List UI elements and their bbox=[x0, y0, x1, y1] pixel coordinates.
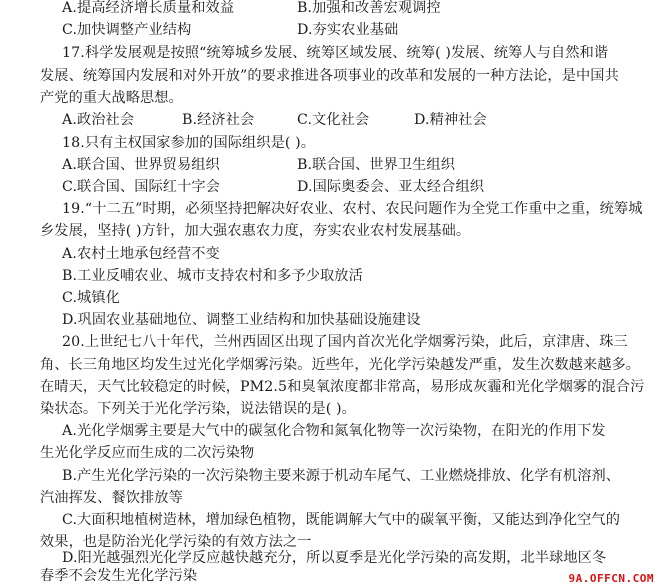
q19-stem-line1: 19.“十二五”时期，必须坚持把解决好农业、农村、农民问题作为全党工作重中之重，统筹城 bbox=[62, 201, 643, 217]
q17-stem-line1: 17.科学发展观是按照“统筹城乡发展、统筹区域发展、统筹( )发展、统筹人与自然和谐 bbox=[62, 45, 609, 61]
q20-option-c-line2: 效果，也是防治光化学污染的有效方法之一 bbox=[40, 534, 312, 550]
q20-stem-line4: 染状态。下列关于光化学污染，说法错误的是( )。 bbox=[40, 401, 356, 417]
q17-stem-line2: 发展、统筹国内发展和对外开放”的要求推进各项事业的改革和发展的一种方法论，是中国共 bbox=[40, 68, 619, 84]
q18-option-b: B.联合国、世界卫生组织 bbox=[297, 157, 456, 173]
q18-option-a: A.联合国、世界贸易组织 bbox=[62, 157, 220, 173]
q19-option-d: D.巩固农业基础地位、调整工业结构和加快基础设施建设 bbox=[62, 312, 421, 328]
q20-stem-line3: 在晴天，天气比较稳定的时候，PM2.5和臭氧浓度都非常高，易形成灰霾和光化学烟雾的混合污 bbox=[40, 379, 645, 395]
q17-option-a: A.政治社会 bbox=[62, 112, 135, 128]
site-watermark: 9A.OFFCN.COM bbox=[568, 572, 654, 585]
q19-option-a: A.农村土地承包经营不变 bbox=[62, 246, 220, 262]
q17-option-c: C.文化社会 bbox=[297, 112, 370, 128]
q19-option-c: C.城镇化 bbox=[62, 290, 120, 306]
q16-option-b: B.加强和改善宏观调控 bbox=[297, 0, 441, 16]
q18-option-c: C.联合国、国际红十字会 bbox=[62, 179, 220, 195]
q20-option-b-line2: 汽油挥发、餐饮排放等 bbox=[40, 490, 183, 506]
q17-option-b: B.经济社会 bbox=[182, 112, 255, 128]
q20-stem-line2: 角、长三角地区均发生过光化学烟雾污染。近些年，光化学污染越发严重，发生次数越来越多。 bbox=[40, 357, 641, 373]
q18-option-d: D.国际奥委会、亚太经合组织 bbox=[297, 179, 485, 195]
q19-stem-line2: 乡发展，坚持( )方针，加大强农惠农力度，夯实农业农村发展基础。 bbox=[40, 223, 471, 239]
q16-option-d: D.夯实农业基础 bbox=[297, 22, 399, 38]
q20-option-a-line1: A.光化学烟雾主要是大气中的碳氢化合物和氮氧化物等一次污染物，在阳光的作用下发 bbox=[62, 423, 606, 439]
q19-option-b: B.工业反哺农业、城市支持农村和多予少取放活 bbox=[62, 268, 363, 284]
q16-option-c: C.加快调整产业结构 bbox=[62, 22, 192, 38]
q16-option-a: A.提高经济增长质量和效益 bbox=[62, 0, 235, 16]
q20-option-d-line1: D.阳光越强烈光化学反应越快越充分，所以夏季是光化学污染的高发期，北半球地区冬 bbox=[62, 550, 607, 566]
q20-option-a-line2: 生光化学反应而生成的二次污染物 bbox=[40, 445, 255, 461]
q20-option-c-line1: C.大面积地植树造林，增加绿色植物，既能调解大气中的碳氧平衡，又能达到净化空气的 bbox=[62, 512, 620, 528]
q20-option-d-line2: 春季不会发生光化学污染 bbox=[40, 568, 198, 584]
q18-stem: 18.只有主权国家参加的国际组织是( )。 bbox=[62, 135, 316, 151]
q17-option-d: D.精神社会 bbox=[414, 112, 487, 128]
q20-stem-line1: 20.上世纪七八十年代，兰州西固区出现了国内首次光化学烟雾污染，此后，京津唐、珠三 bbox=[62, 334, 628, 350]
q17-stem-line3: 产党的重大战略思想。 bbox=[40, 90, 183, 106]
q20-option-b-line1: B.产生光化学污染的一次污染物主要来源于机动车尾气、工业燃烧排放、化学有机溶剂、 bbox=[62, 468, 621, 484]
